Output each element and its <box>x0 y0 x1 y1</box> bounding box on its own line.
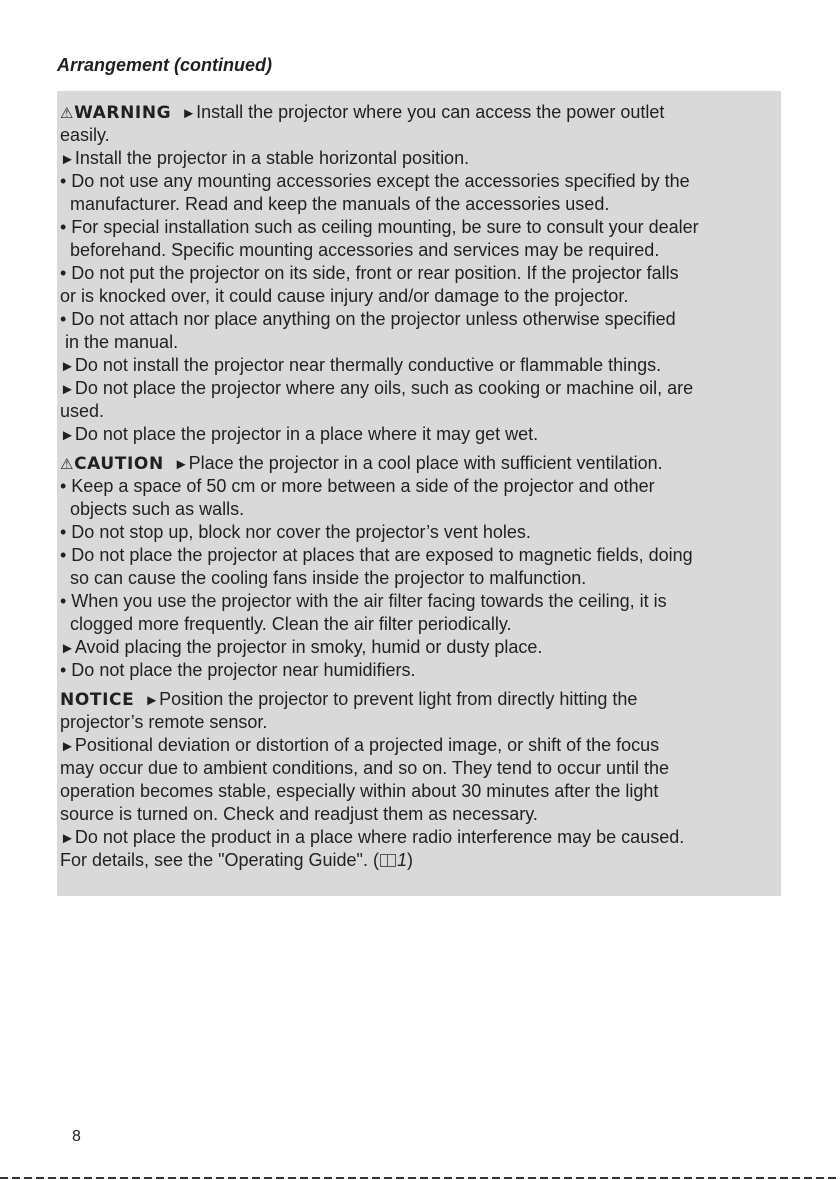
warning-line <box>60 216 699 239</box>
warning-text: or is knocked over, it could cause injury and/or damage to the projector. <box>60 286 629 306</box>
caution-label <box>60 454 164 474</box>
warning-line <box>60 354 699 377</box>
arrow-bullet-icon: ► <box>60 830 75 847</box>
notice-text: Do not place the product in a place where radio interference may be caused. <box>74 827 685 847</box>
caution-text: clogged more frequently. Clean the air filter periodically. <box>60 614 512 634</box>
warning-line <box>60 377 699 400</box>
arrow-bullet-icon: ► <box>181 105 197 122</box>
caution-line <box>60 544 699 567</box>
caution-line <box>60 636 699 659</box>
caution-text: objects such as walls. <box>60 499 245 519</box>
warning-line <box>60 239 699 262</box>
notice-text-close: ) <box>406 850 413 870</box>
notice-text: operation becomes stable, especially within about 30 minutes after the light <box>60 781 659 801</box>
arrow-bullet-icon: ► <box>60 640 75 657</box>
warning-label-text: WARNING <box>74 103 172 123</box>
caution-text: Place the projector in a cool place with sufficient ventilation. <box>188 453 663 473</box>
caution-line <box>60 659 699 682</box>
arrow-bullet-icon: ► <box>60 381 75 398</box>
notice-line <box>60 688 699 711</box>
caution-text: • Keep a space of 50 cm or more between a side of the projector and other <box>60 476 655 496</box>
warning-text: in the manual. <box>60 332 179 352</box>
warning-text: Do not place the projector where any oils, such as cooking or machine oil, are <box>74 378 694 398</box>
notice-text: For details, see the "Operating Guide". ( <box>60 850 379 870</box>
warning-label <box>60 103 171 123</box>
warning-line <box>60 170 699 193</box>
warning-text: • Do not use any mounting accessories except the accessories specified by the <box>60 171 690 191</box>
arrow-bullet-icon: ► <box>60 738 75 755</box>
caution-line <box>60 475 699 498</box>
caution-line <box>60 521 699 544</box>
notice-text: Positional deviation or distortion of a projected image, or shift of the focus <box>74 735 660 755</box>
caution-text: • Do not stop up, block nor cover the projector’s vent holes. <box>60 522 531 542</box>
notice-line <box>60 849 699 872</box>
caution-text: Avoid placing the projector in smoky, humid or dusty place. <box>74 637 543 657</box>
warning-line <box>60 285 699 308</box>
arrow-bullet-icon: ► <box>173 456 189 473</box>
warning-text: Do not install the projector near thermally conductive or flammable things. <box>74 355 662 375</box>
notice-line <box>60 780 699 803</box>
warning-line <box>60 400 699 423</box>
warning-line <box>60 331 699 354</box>
caution-text: • Do not place the projector near humidifiers. <box>60 660 416 680</box>
caution-label-text: CAUTION <box>74 454 164 474</box>
warning-line <box>60 124 699 147</box>
page-number: 8 <box>72 1128 81 1145</box>
warning-line <box>60 262 699 285</box>
safety-content <box>60 101 699 872</box>
notice-line <box>60 711 699 734</box>
warning-text: Install the projector in a stable horizontal position. <box>74 148 470 168</box>
caution-text: • When you use the projector with the air filter facing towards the ceiling, it is <box>60 591 667 611</box>
warning-line <box>60 423 699 446</box>
arrow-bullet-icon: ► <box>60 358 75 375</box>
warning-line <box>60 147 699 170</box>
warning-text: manufacturer. Read and keep the manuals of the accessories used. <box>60 194 610 214</box>
notice-line <box>60 734 699 757</box>
book-icon <box>380 854 396 867</box>
notice-line <box>60 757 699 780</box>
warning-triangle-icon: ⚠ <box>60 104 75 122</box>
caution-line <box>60 567 699 590</box>
notice-text: projector’s remote sensor. <box>60 712 268 732</box>
caution-line <box>60 452 699 475</box>
page-bottom-divider <box>0 1177 840 1179</box>
caution-triangle-icon: ⚠ <box>60 455 75 473</box>
page-reference-link[interactable]: 1 <box>396 850 407 870</box>
arrow-bullet-icon: ► <box>60 427 75 444</box>
notice-text: may occur due to ambient conditions, and so on. They tend to occur until the <box>60 758 670 778</box>
arrow-bullet-icon: ► <box>144 692 160 709</box>
warning-text: • Do not put the projector on its side, front or rear position. If the projector falls <box>60 263 679 283</box>
warning-line <box>60 101 699 124</box>
caution-line <box>60 590 699 613</box>
arrow-bullet-icon: ► <box>60 151 75 168</box>
notice-line <box>60 826 699 849</box>
warning-text: easily. <box>60 125 110 145</box>
notice-text: source is turned on. Check and readjust them as necessary. <box>60 804 538 824</box>
warning-text: used. <box>60 401 105 421</box>
notice-label <box>60 690 134 710</box>
warning-text: beforehand. Specific mounting accessories and services may be required. <box>60 240 660 260</box>
safety-notice-box <box>57 91 781 896</box>
warning-line <box>60 308 699 331</box>
warning-text: Install the projector where you can access the power outlet <box>196 102 665 122</box>
warning-text: • For special installation such as ceiling mounting, be sure to consult your dealer <box>60 217 699 237</box>
caution-text: • Do not place the projector at places that are exposed to magnetic fields, doing <box>60 545 693 565</box>
warning-text: • Do not attach nor place anything on the projector unless otherwise specified <box>60 309 676 329</box>
notice-line <box>60 803 699 826</box>
notice-text: Position the projector to prevent light from directly hitting the <box>159 689 638 709</box>
caution-line <box>60 613 699 636</box>
section-heading: Arrangement (continued) <box>57 55 273 75</box>
caution-text: so can cause the cooling fans inside the projector to malfunction. <box>60 568 587 588</box>
caution-line <box>60 498 699 521</box>
notice-label-text: NOTICE <box>60 690 135 710</box>
warning-text: Do not place the projector in a place where it may get wet. <box>74 424 539 444</box>
warning-line <box>60 193 699 216</box>
